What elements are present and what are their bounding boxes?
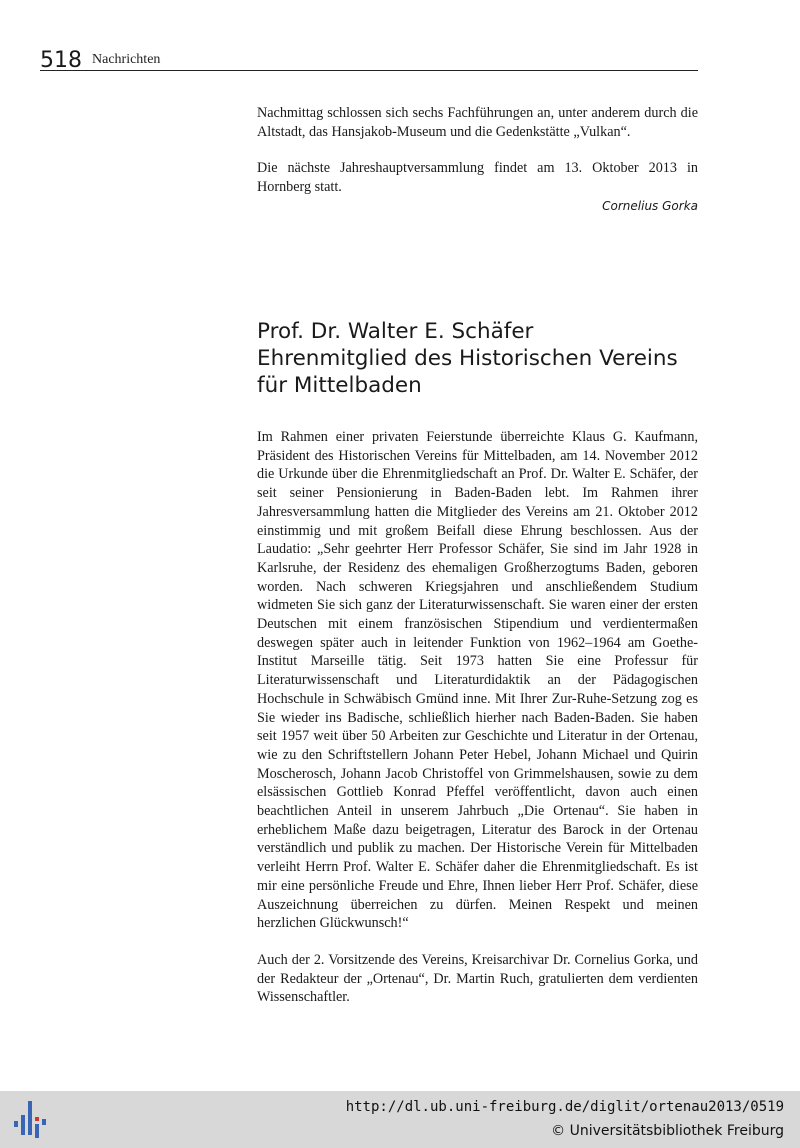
prev-article-author: Cornelius Gorka bbox=[602, 198, 698, 213]
prev-article-paragraph: Nachmittag schlossen sich sechs Fachführungen an, unter anderem durch die Altstadt, das Hansjakob-Museum und die Gedenkstätte „Vulkan“. bbox=[257, 105, 698, 140]
header-rule bbox=[40, 70, 698, 71]
ub-freiburg-logo-icon bbox=[10, 1097, 52, 1141]
article-title-line: für Mittelbaden bbox=[257, 373, 422, 398]
running-head: Nachrichten bbox=[92, 52, 161, 67]
article-paragraph: Auch der 2. Vorsitzende des Vereins, Kreisarchivar Dr. Cornelius Gorka, und der Redakteur der „Ortenau“, Dr. Martin Ruch, gratulierten dem verdienten Wissenschaftler. bbox=[257, 951, 698, 1006]
prev-article bbox=[257, 104, 698, 213]
footer-bar bbox=[0, 1091, 800, 1148]
footer-url[interactable]: http://dl.ub.uni-freiburg.de/diglit/ortenau2013/0519 bbox=[345, 1099, 784, 1115]
article-title bbox=[257, 318, 717, 399]
article-title-line: Ehrenmitglied des Historischen Vereins bbox=[257, 346, 678, 371]
article-body bbox=[257, 428, 698, 1007]
article-paragraph: Im Rahmen einer privaten Feierstunde überreichte Klaus G. Kaufmann, Präsident des Historischen Vereins für Mittelbaden, am 14. November 2012 die Urkunde über die Ehrenmitgliedschaft an Prof. Dr. Walter E. Schäfer, der seit seiner Pensionierung in Baden-Baden lebt. Im Rahmen ihrer Jahresversammlung hatten die Mitglieder des Vereins am 21. Oktober 2012 einstimmig und mit großem Beifall diese Ehrung beschlossen. Aus der Laudatio: „Sehr geehrter Herr Professor Schäfer, Sie sind im Jahr 1928 in Karlsruhe, der Residenz des ehemaligen Großherzogtums Baden, geboren worden. Nach schweren Kriegsjahren und anschließendem Studium widmeten Sie sich ganz der Literaturwissenschaft. Sie waren einer der ersten Deutschen mit einem französischen Stipendium und verdientermaßen deswegen später auch in leitender Funktion von 1962–1964 am Goethe-Institut Marseille tätig. Seit 1973 hatten Sie eine Professur für Literaturwissenschaft und Literaturdidaktik an der Pädagogischen Hochschule in Schwäbisch Gmünd inne. Mit Ihrer Zur-Ruhe-Setzung zog es Sie wieder ins Badische, schließlich hierher nach Baden-Baden. Sie haben seit 1957 weit über 50 Arbeiten zur Geschichte und Literatur in der Ortenau, wie zu den Schriftstellern Johann Peter Hebel, Johann Michael und Quirin Moscherosch, Johann Jacob Christoffel von Grimmelshausen, sowie zu dem elsässischen Gottlieb Konrad Pfeffel veröffentlicht, davon auch einen beachtlichen Anteil in unserem Jahrbuch „Die Ortenau“. Sie haben in erheblichem Maße dazu beigetragen, Literatur des Barock in der Ortenau verständlich und publik zu machen. Der Historische Verein für Mittelbaden verleiht Herrn Prof. Walter E. Schäfer daher die Ehrenmitgliedschaft. Es ist mir eine persönliche Freude und Ehre, Ihnen lieber Herr Prof. Schäfer, diese Auszeichnung überreichen zu dürfen. Meinen Respekt und meinen herzlichen Glückwunsch!“ bbox=[257, 429, 698, 932]
footer-copyright: © Universitätsbibliothek Freiburg bbox=[551, 1123, 784, 1139]
page-number: 518 bbox=[40, 48, 82, 73]
prev-article-paragraph: Die nächste Jahreshauptversammlung findet am 13. Oktober 2013 in Hornberg statt. bbox=[257, 160, 698, 196]
article-title-line: Prof. Dr. Walter E. Schäfer bbox=[257, 319, 534, 344]
